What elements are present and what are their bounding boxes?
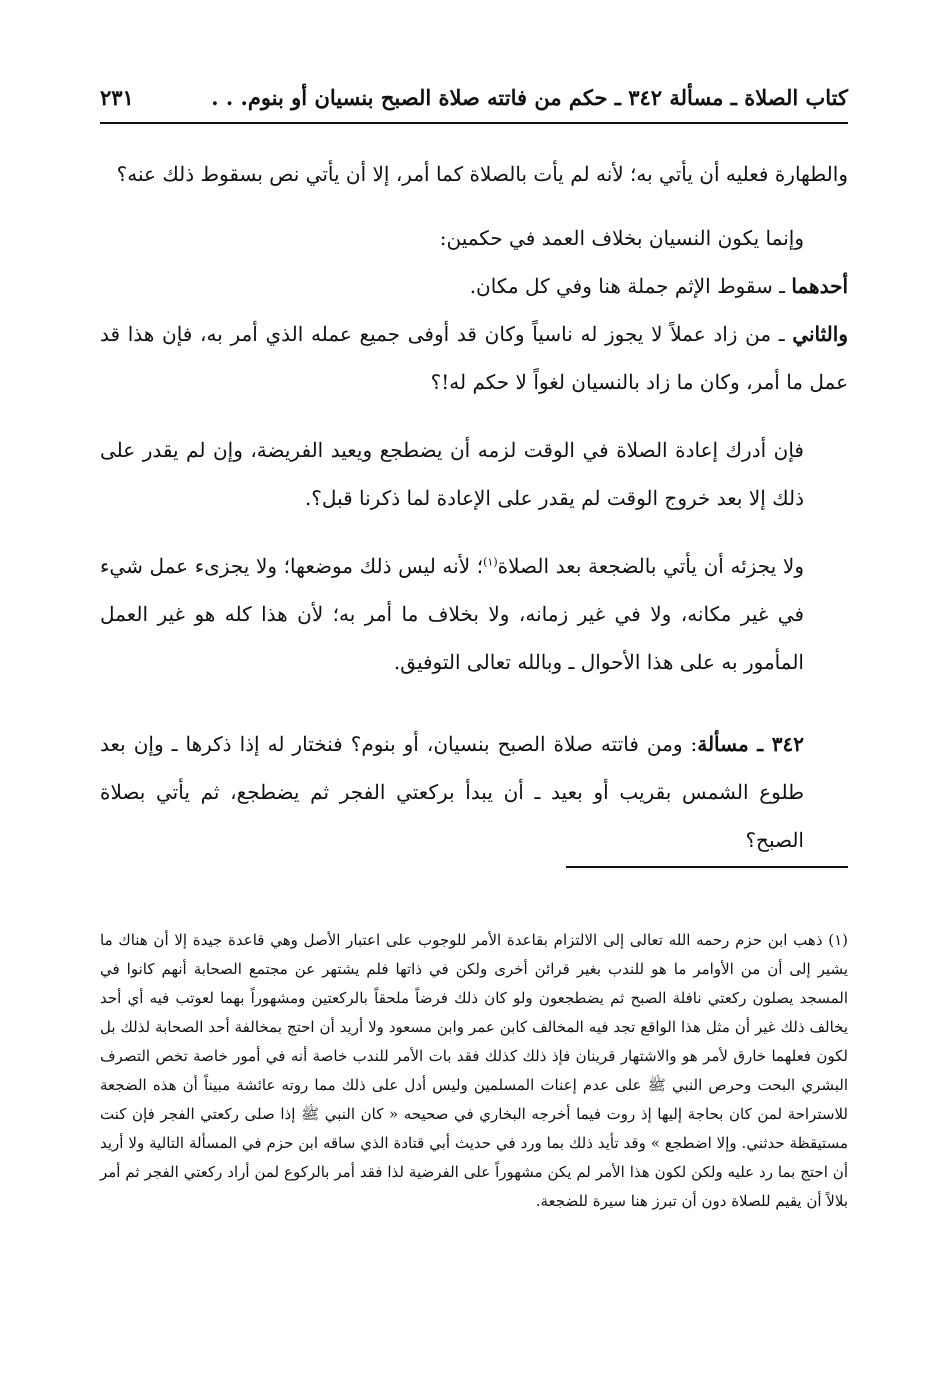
paragraph-4-text: ـ من زاد عملاً لا يجوز له ناسياً وكان قد أوفى جميع عمله الذي أمر به، فإن هذا قد عمل ما أمر، وكان ما زاد بالنسيان لغواً لا حكم له!؟ bbox=[100, 322, 848, 394]
footnote-reference: (١) bbox=[483, 555, 498, 569]
label-second: والثاني bbox=[792, 322, 848, 346]
header-title: كتاب الصلاة ـ مسألة ٣٤٢ ـ حكم من فاتته صلاة الصبح بنسيان أو بنوم. . . bbox=[211, 84, 848, 110]
paragraph-4 bbox=[100, 310, 848, 406]
issue-text: : ومن فاتته صلاة الصبح بنسيان، أو بنوم؟ فنختار له إذا ذكرها ـ وإن بعد طلوع الشمس بقريب أو بعيد ـ أن يبدأ بركعتي الفجر ثم يضطجع، ثم يأتي بصلاة الصبح؟ bbox=[100, 732, 804, 852]
page-number: ٢٣١ bbox=[100, 84, 134, 110]
paragraph-2: وإنما يكون النسيان بخلاف العمد في حكمين: bbox=[439, 226, 804, 250]
footnote-text: (١) ذهب ابن حزم رحمه الله تعالى إلى الالتزام بقاعدة الأمر للوجوب على اعتبار الأصل وهي قاعدة جيدة إلا أن هناك ما يشير إلى أن من الأوامر ما هو للندب بغير قرائن أخرى ولكن في ذاتها فلم يشتهر عن مجتمع الصحابة أنهم كانوا في المسجد يصلون ركعتي نافلة الصبح ثم يضطجعون ولو كان ذلك فرضاً ملحقاً بالركعتين ومشهوراً بهما لعوتب فيه أي أحد يخالف ذلك غير أن مثل هذا الواقع تجد فيه المخالف كابن عمر وابن مسعود ولا أريد أن احتج بمخالفة أحد الصحابة لذلك بل لكون فعلهما خارق لأمر هو والاشتهار قرينان فإذ ذلك كذلك فقد بات الأمر للندب خاصة أنه في أمور خاصة تخص التصرف البشري البحت وحرص النبي ﷺ على عدم إعنات المسلمين وليس أدل على ذلك مما روته عائشة مبيناً أن هذه الضجعة للاستراحة لمن كان بحاجة إليها إذ روت فيما أخرجه البخاري في صحيحه « كان النبي ﷺ إذا صلى ركعتي الفجر فإن كنت مستيقظة حدثني. وإلا اضطجع » وقد تأيد ذلك بما ورد في حديث أبي قتادة الذي ساقه ابن حزم في المسألة التالية ولا أريد أن احتج بما رد عليه ولكن لكون هذا الأمر لم يكن مشهوراً على الفرضية لذا فقد أمر بالركوع لمن أراد ركعتي الفجر ثم أمر بلالاً أن يقيم للصلاة دون أن تبرز هنا سيرة للضجعة. bbox=[100, 931, 849, 1210]
paragraph-6-rest: ؛ لأنه ليس ذلك موضعها؛ ولا يجزىء عمل شيء في غير مكانه، ولا في غير زمانه، ولا بخلاف ما أمر به؛ لأن هذا كله هو غير العمل المأمور به على هذا الأحوال ـ وبالله تعالى التوفيق. bbox=[100, 554, 804, 674]
paragraph-issue-342 bbox=[100, 720, 848, 864]
main-text bbox=[100, 150, 848, 864]
paragraph-6-start: ولا يجزئه أن يأتي بالضجعة بعد الصلاة bbox=[497, 554, 804, 578]
paragraph-1: والطهارة فعليه أن يأتي به؛ لأنه لم يأت بالصلاة كما أمر، إلا أن يأتي نص بسقوط ذلك عنه؟ bbox=[116, 162, 848, 186]
paragraph-5: فإن أدرك إعادة الصلاة في الوقت لزمه أن يضطجع ويعيد الفريضة، وإن لم يقدر على ذلك إلا بعد خروج الوقت لم يقدر على الإعادة لما ذكرنا قبل؟. bbox=[100, 438, 804, 510]
paragraph-3 bbox=[100, 262, 848, 310]
issue-label: ٣٤٢ ـ مسألة bbox=[697, 732, 805, 756]
paragraph-3-text: ـ سقوط الإثم جملة هنا وفي كل مكان. bbox=[469, 274, 792, 298]
footnote bbox=[100, 926, 848, 1216]
label-first: أحدهما bbox=[791, 274, 848, 298]
footnote-separator bbox=[566, 866, 848, 868]
paragraph-6 bbox=[100, 542, 848, 686]
running-header bbox=[100, 72, 848, 124]
